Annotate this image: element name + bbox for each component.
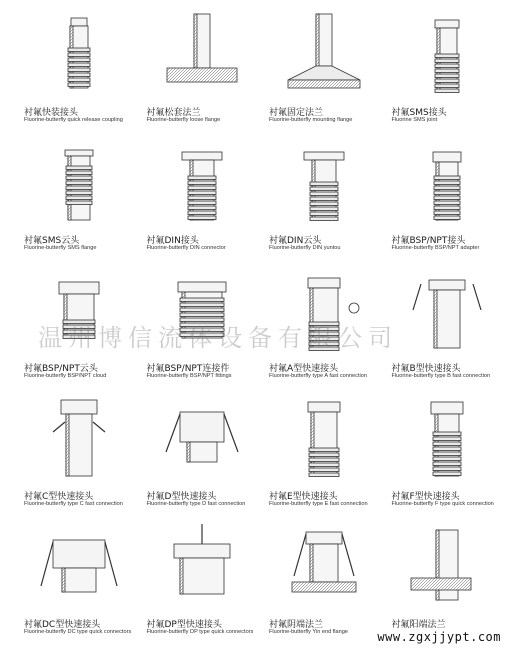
product-name-en: Fluorine-butterfly type C fast connection [24, 501, 123, 507]
product-name-cn: 衬氟BSP/NPT接头 [391, 236, 466, 246]
product-cell [18, 520, 141, 648]
product-name-cn: 衬氟DP型快速接头 [146, 620, 222, 630]
product-name-cn: 衬氟SMS云头 [24, 236, 80, 246]
quick-release-coupling-icon [18, 8, 140, 104]
product-name-cn: 衬氟E型快速接头 [269, 492, 338, 502]
product-name-cn: 衬氟SMS接头 [391, 108, 447, 118]
product-cell [141, 8, 264, 136]
product-name-cn: 衬氟D型快速接头 [146, 492, 217, 502]
product-cell [263, 136, 386, 264]
product-name-en: Fluorine-butterfly BSP/NPT fittings [146, 373, 232, 379]
product-cell [263, 392, 386, 520]
product-cell [386, 264, 509, 392]
product-cell [386, 520, 509, 648]
loose-flange-icon [141, 8, 263, 104]
sms-joint-icon [386, 8, 508, 104]
product-name-en: Fluorine-butterfly DP type quick connectors [146, 629, 254, 635]
product-name-cn: 衬氟DC型快速接头 [24, 620, 101, 630]
product-name-en: Fluorine-butterfly type A fast connection [269, 373, 367, 379]
product-cell [18, 136, 141, 264]
product-name-en: Fluorine-butterfly SMS flange [24, 245, 97, 251]
product-cell [263, 520, 386, 648]
product-name-cn: 衬氟松套法兰 [146, 108, 201, 118]
product-cell [141, 520, 264, 648]
product-cell [386, 8, 509, 136]
type-dp-quick-connector-icon [141, 520, 263, 616]
product-name-en: Fluorine-butterfly DIN yuntou [269, 245, 341, 251]
product-name-cn: 衬氟阴端法兰 [269, 620, 324, 630]
product-name-cn: 衬氟A型快速接头 [269, 364, 339, 374]
yang-end-flange-icon [386, 520, 508, 616]
din-yuntou-icon [263, 136, 385, 232]
site-url: www.zgxjjypt.com [377, 630, 501, 644]
product-name-en: Fluorine-butterfly type E fast connection [269, 501, 368, 507]
mounting-flange-icon [263, 8, 385, 104]
product-name-en: Fluorine-butterfly BSP/NPT cloud [24, 373, 107, 379]
product-name-en: Fluorine-butterfly F type quick connection [391, 501, 494, 507]
type-e-fast-connection-icon [263, 392, 385, 488]
type-b-fast-connection-icon [386, 264, 508, 360]
product-cell [141, 136, 264, 264]
product-name-cn: 衬氟C型快速接头 [24, 492, 94, 502]
product-name-en: Fluorine-butterfly quick release coupling [24, 117, 123, 123]
product-cell [386, 392, 509, 520]
yin-end-flange-icon [263, 520, 385, 616]
product-name-cn: 衬氟快装接头 [24, 108, 79, 118]
product-name-cn: 衬氟BSP/NPT连接件 [146, 364, 230, 374]
product-name-en: Fluorine-butterfly type B fast connection [391, 373, 491, 379]
type-c-fast-connection-icon [18, 392, 140, 488]
product-name-en: Fluorine-butterfly DIN connector [146, 245, 226, 251]
product-name-en: Fluorine-butterfly DC type quick connectors [24, 629, 132, 635]
type-f-quick-connection-icon [386, 392, 508, 488]
product-cell [386, 136, 509, 264]
product-cell [141, 392, 264, 520]
product-name-cn: 衬氟DIN云头 [269, 236, 322, 246]
product-name-en: Fluorine-butterfly BSP/NPT adapter [391, 245, 480, 251]
product-cell [18, 392, 141, 520]
product-name-en: Fluorine-butterfly type D fast connection [146, 501, 246, 507]
product-cell [263, 8, 386, 136]
product-name-en: Fluorine-butterfly loose flange [146, 117, 221, 123]
product-cell [18, 8, 141, 136]
product-name-cn: 衬氟阳端法兰 [391, 620, 446, 630]
type-dc-quick-connector-icon [18, 520, 140, 616]
company-watermark: 温州博信流体设备有限公司 [38, 324, 398, 352]
product-name-en: Fluorine-butterfly Yin end flange [269, 629, 348, 635]
sms-flange-icon [18, 136, 140, 232]
product-name-cn: 衬氟固定法兰 [269, 108, 324, 118]
product-name-cn: 衬氟B型快速接头 [391, 364, 461, 374]
product-name-cn: 衬氟BSP/NPT云头 [24, 364, 98, 374]
product-name-cn: 衬氟DIN接头 [146, 236, 199, 246]
din-connector-icon [141, 136, 263, 232]
product-name-en: Fluorine-butterfly mounting flange [269, 117, 353, 123]
product-name-cn: 衬氟F型快速接头 [391, 492, 460, 502]
bsp-npt-adapter-icon [386, 136, 508, 232]
type-d-fast-connection-icon [141, 392, 263, 488]
product-name-en: Fluorine SMS joint [391, 117, 438, 123]
